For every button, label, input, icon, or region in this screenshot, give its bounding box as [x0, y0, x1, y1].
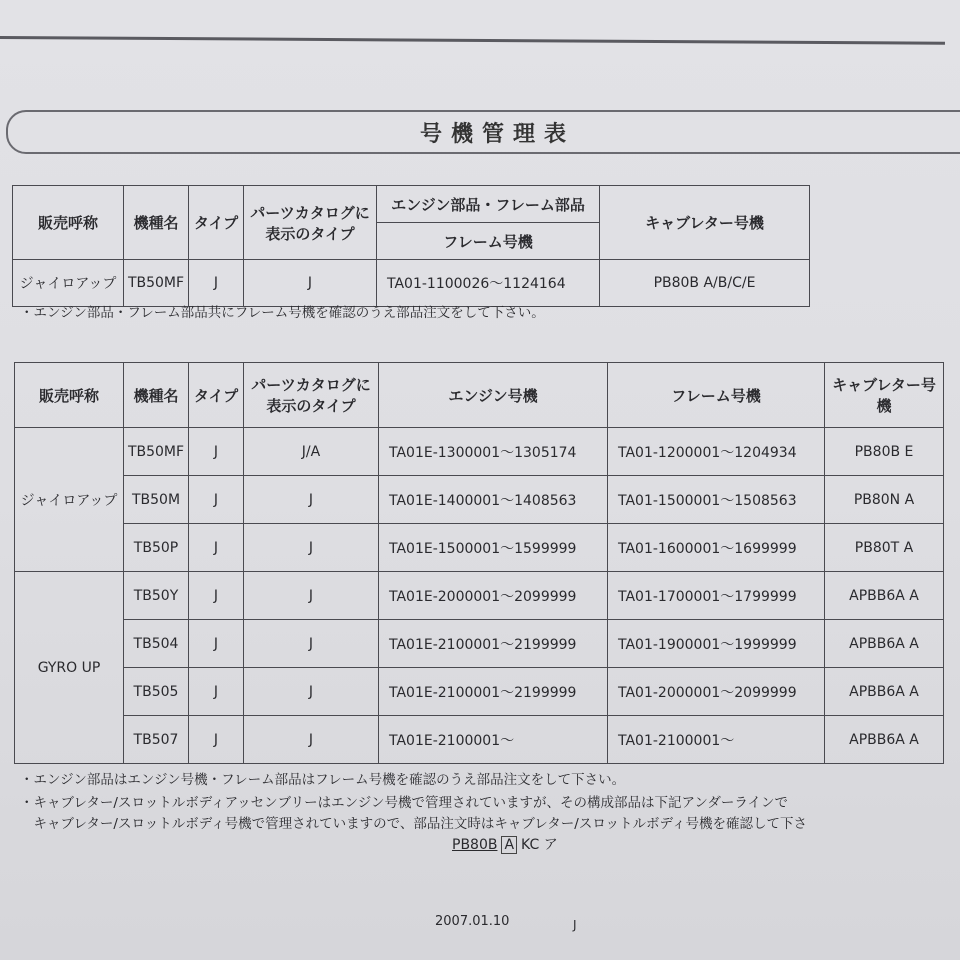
cell-type: J: [189, 524, 244, 572]
footer-page-code: J: [573, 918, 577, 932]
cell-type: J: [189, 476, 244, 524]
table-row: [15, 428, 944, 476]
cell-carb: APBB6A A: [825, 620, 944, 668]
cell-sales-name: ジャイロアップ: [13, 260, 124, 307]
cell-frame: TA01-1200001～1204934: [608, 428, 825, 476]
table-row: [15, 476, 944, 524]
cell-type: J: [189, 716, 244, 764]
cell-catalog-type: J: [244, 572, 379, 620]
cell-model: TB505: [124, 668, 189, 716]
frame-number-table-2: [14, 362, 944, 764]
header-engine-frame-parts: エンジン部品・フレーム部品: [377, 186, 600, 223]
cell-model: TB50M: [124, 476, 189, 524]
cell-sales-name: GYRO UP: [15, 572, 124, 764]
cell-catalog-type: J: [244, 260, 377, 307]
table-row: [15, 668, 944, 716]
cell-sales-name: ジャイロアップ: [15, 428, 124, 572]
cell-carb: APBB6A A: [825, 716, 944, 764]
cell-catalog-type: J/A: [244, 428, 379, 476]
cell-engine: TA01E-1500001～1599999: [379, 524, 608, 572]
header-sales-name: 販売呼称: [15, 363, 124, 428]
cell-model: TB50MF: [124, 260, 189, 307]
page-title: 号機管理表: [420, 122, 576, 147]
cell-frame: TA01-1500001～1508563: [608, 476, 825, 524]
cell-frame: TA01-1700001～1799999: [608, 572, 825, 620]
note-2: ・エンジン部品はエンジン号機・フレーム部品はフレーム号機を確認のうえ部品注文をして下さい。: [20, 772, 626, 788]
header-carb-no: キャブレター号機: [825, 363, 944, 428]
frame-number-table-1: [12, 185, 810, 307]
cell-engine: TA01E-2100001～: [379, 716, 608, 764]
header-model: 機種名: [124, 363, 189, 428]
cell-type: J: [189, 260, 244, 307]
cell-frame: TA01-2000001～2099999: [608, 668, 825, 716]
cell-catalog-type: J: [244, 620, 379, 668]
cell-engine: TA01E-2000001～2099999: [379, 572, 608, 620]
cell-catalog-type: J: [244, 476, 379, 524]
table-row: [15, 716, 944, 764]
code-part-2: A: [501, 836, 517, 854]
code-part-4: ア: [543, 837, 558, 853]
cell-type: J: [189, 620, 244, 668]
note-4: キャブレター/スロットルボディ号機で管理されていますので、部品注文時はキャブレター/スロットルボディ号機を確認して下さ: [20, 816, 807, 832]
header-type: タイプ: [189, 363, 244, 428]
table-row: [13, 260, 810, 307]
code-part-3: KC: [521, 837, 540, 853]
cell-frame: TA01-1100026～1124164: [377, 260, 600, 307]
header-frame-no: フレーム号機: [608, 363, 825, 428]
cell-carb: APBB6A A: [825, 572, 944, 620]
cell-model: TB50Y: [124, 572, 189, 620]
footer-date: 2007.01.10: [435, 914, 510, 929]
table-row: [15, 620, 944, 668]
cell-frame: TA01-2100001～: [608, 716, 825, 764]
cell-type: J: [189, 428, 244, 476]
header-sales-name: 販売呼称: [13, 186, 124, 260]
cell-carb: PB80N A: [825, 476, 944, 524]
cell-carb: PB80T A: [825, 524, 944, 572]
cell-model: TB50MF: [124, 428, 189, 476]
header-model: 機種名: [124, 186, 189, 260]
note-1: ・エンジン部品・フレーム部品共にフレーム号機を確認のうえ部品注文をして下さい。: [20, 305, 545, 321]
cell-carb: PB80B A/B/C/E: [600, 260, 810, 307]
cell-type: J: [189, 572, 244, 620]
header-carb-no: キャブレター号機: [600, 186, 810, 260]
cell-engine: TA01E-2100001～2199999: [379, 668, 608, 716]
top-rule: [0, 36, 945, 45]
cell-model: TB507: [124, 716, 189, 764]
carb-code-example: [452, 834, 558, 854]
cell-model: TB50P: [124, 524, 189, 572]
cell-carb: PB80B E: [825, 428, 944, 476]
cell-catalog-type: J: [244, 668, 379, 716]
cell-frame: TA01-1600001～1699999: [608, 524, 825, 572]
header-engine-no: エンジン号機: [379, 363, 608, 428]
code-part-1: PB80B: [452, 837, 498, 853]
cell-carb: APBB6A A: [825, 668, 944, 716]
cell-frame: TA01-1900001～1999999: [608, 620, 825, 668]
cell-engine: TA01E-2100001～2199999: [379, 620, 608, 668]
cell-engine: TA01E-1400001～1408563: [379, 476, 608, 524]
header-type: タイプ: [189, 186, 244, 260]
cell-catalog-type: J: [244, 716, 379, 764]
table-row: [15, 524, 944, 572]
header-catalog-type: パーツカタログに表示のタイプ: [244, 363, 379, 428]
header-catalog-type: パーツカタログに表示のタイプ: [244, 186, 377, 260]
note-3: ・キャブレター/スロットルボディアッセンブリーはエンジン号機で管理されていますが、その構成部品は下記アンダーラインで: [20, 795, 788, 811]
header-frame-no: フレーム号機: [377, 223, 600, 260]
table-row: [15, 572, 944, 620]
cell-catalog-type: J: [244, 524, 379, 572]
cell-type: J: [189, 668, 244, 716]
cell-engine: TA01E-1300001～1305174: [379, 428, 608, 476]
cell-model: TB504: [124, 620, 189, 668]
